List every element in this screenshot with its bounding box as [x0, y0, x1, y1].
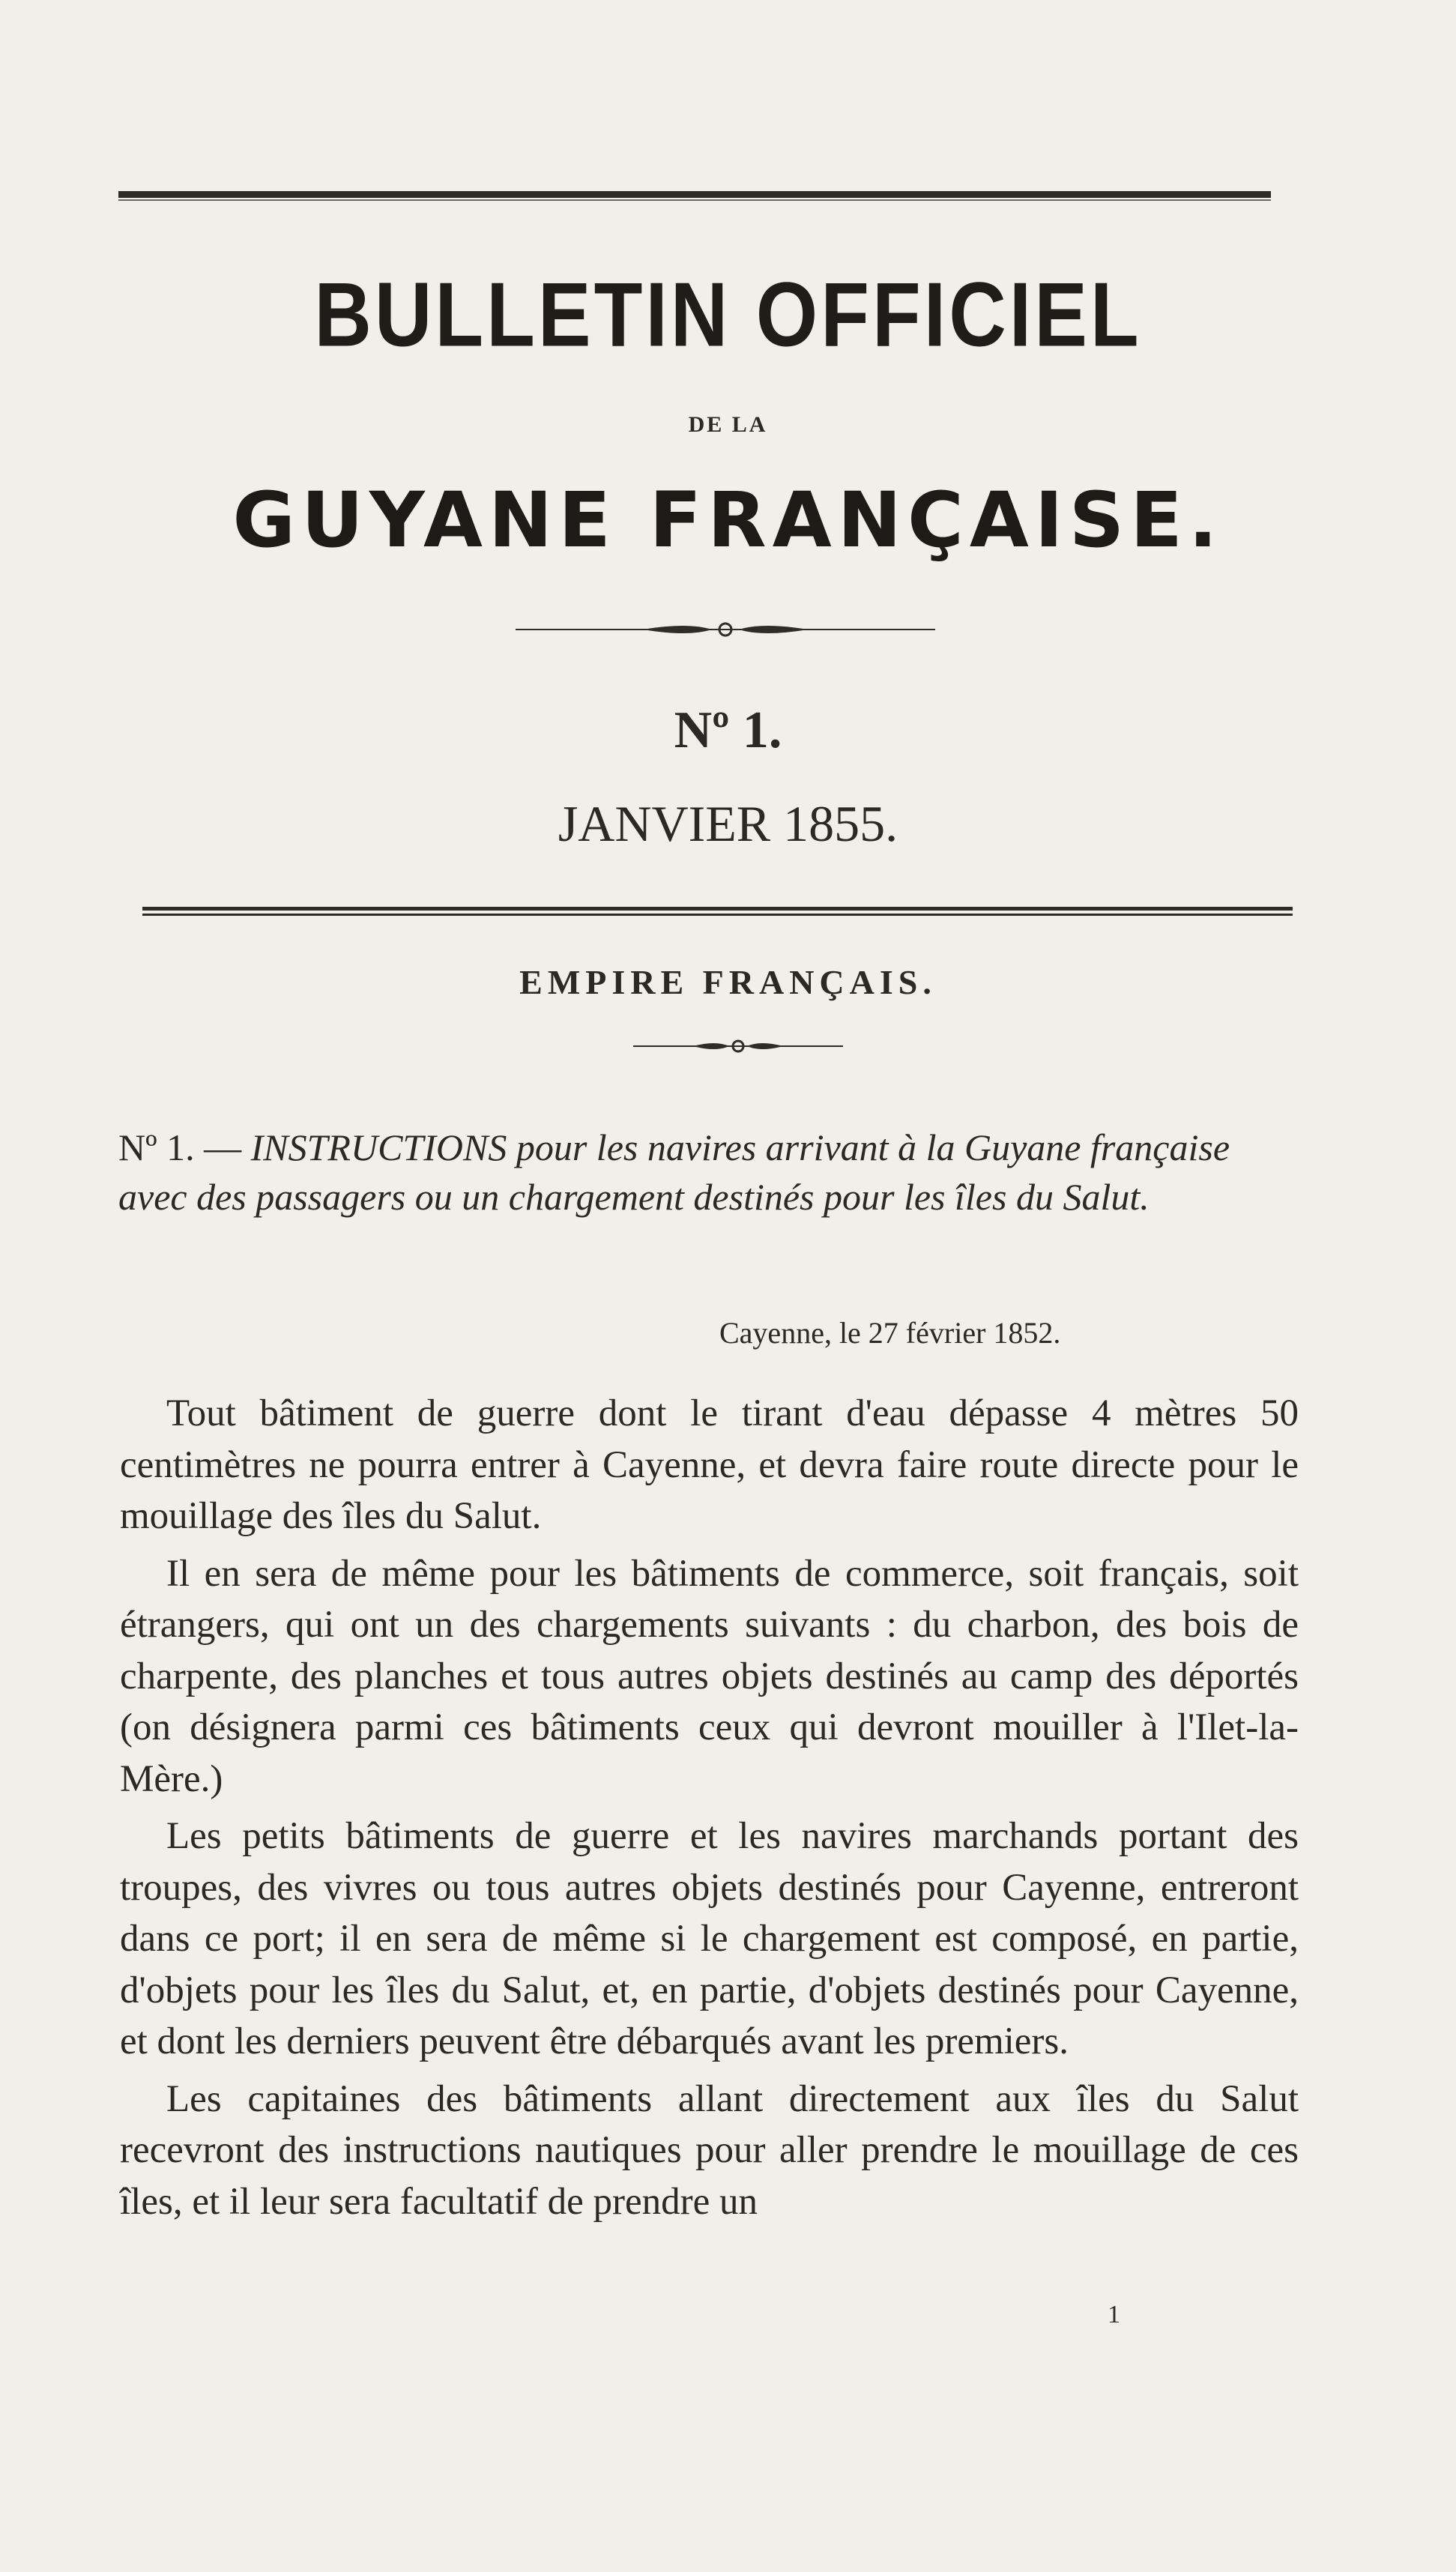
article-title: INSTRUCTIONS pour les navires arrivant à la Guyane française avec des passagers ou un chargement destinés pour les îles du Salut.: [118, 1126, 1230, 1218]
paragraph: Les petits bâtiments de guerre et les navires marchands portant des troupes, des vivres ou tous autres objets destinés pour Cayenne, entreront dans ce port; il en sera de même si le chargement est composé, en partie, d'objets pour les îles du Salut, et, en partie, d'objets destinés pour Cayenne, et dont les derniers peuvent être débarqués avant les premiers.: [120, 1815, 1299, 2062]
article-heading: [118, 1123, 1287, 1222]
masthead-title-line2: GUYANE FRANÇAISE.: [232, 476, 1224, 565]
top-heavy-rule: [118, 191, 1271, 198]
article-number: Nº 1. —: [118, 1126, 242, 1168]
dateline: Cayenne, le 27 février 1852.: [719, 1316, 1061, 1350]
masthead-connector: DE LA: [688, 412, 768, 437]
page-number: 1: [1108, 2301, 1120, 2328]
section-ornament-divider: [633, 1037, 843, 1055]
masthead-ornament-divider: [516, 621, 935, 639]
section-title: EMPIRE FRANÇAIS.: [519, 963, 937, 1001]
issue-date: JANVIER 1855.: [558, 795, 898, 852]
paragraph: Les capitaines des bâtiments allant directement aux îles du Salut recevront des instructions nautiques pour aller prendre le mouillage de ces îles, et il leur sera facultatif de prendre un: [120, 2077, 1299, 2223]
double-rule: [142, 907, 1293, 916]
masthead-title-line1: BULLETIN OFFICIEL: [314, 264, 1142, 366]
paragraph: Tout bâtiment de guerre dont le tirant d'eau dépasse 4 mètres 50 centimètres ne pourra entrer à Cayenne, et devra faire route directe pour le mouillage des îles du Salut.: [120, 1392, 1299, 1537]
article-body: [120, 1388, 1299, 2227]
paragraph: Il en sera de même pour les bâtiments de commerce, soit français, soit étrangers, qui ont un des chargements suivants : du charbon, des bois de charpente, des planches et tous autres objets destinés au camp des déportés (on désignera parmi ces bâtiments ceux qui devront mouiller à l'Ilet-la-Mère.): [120, 1552, 1299, 1800]
issue-number: Nº 1.: [674, 701, 782, 759]
